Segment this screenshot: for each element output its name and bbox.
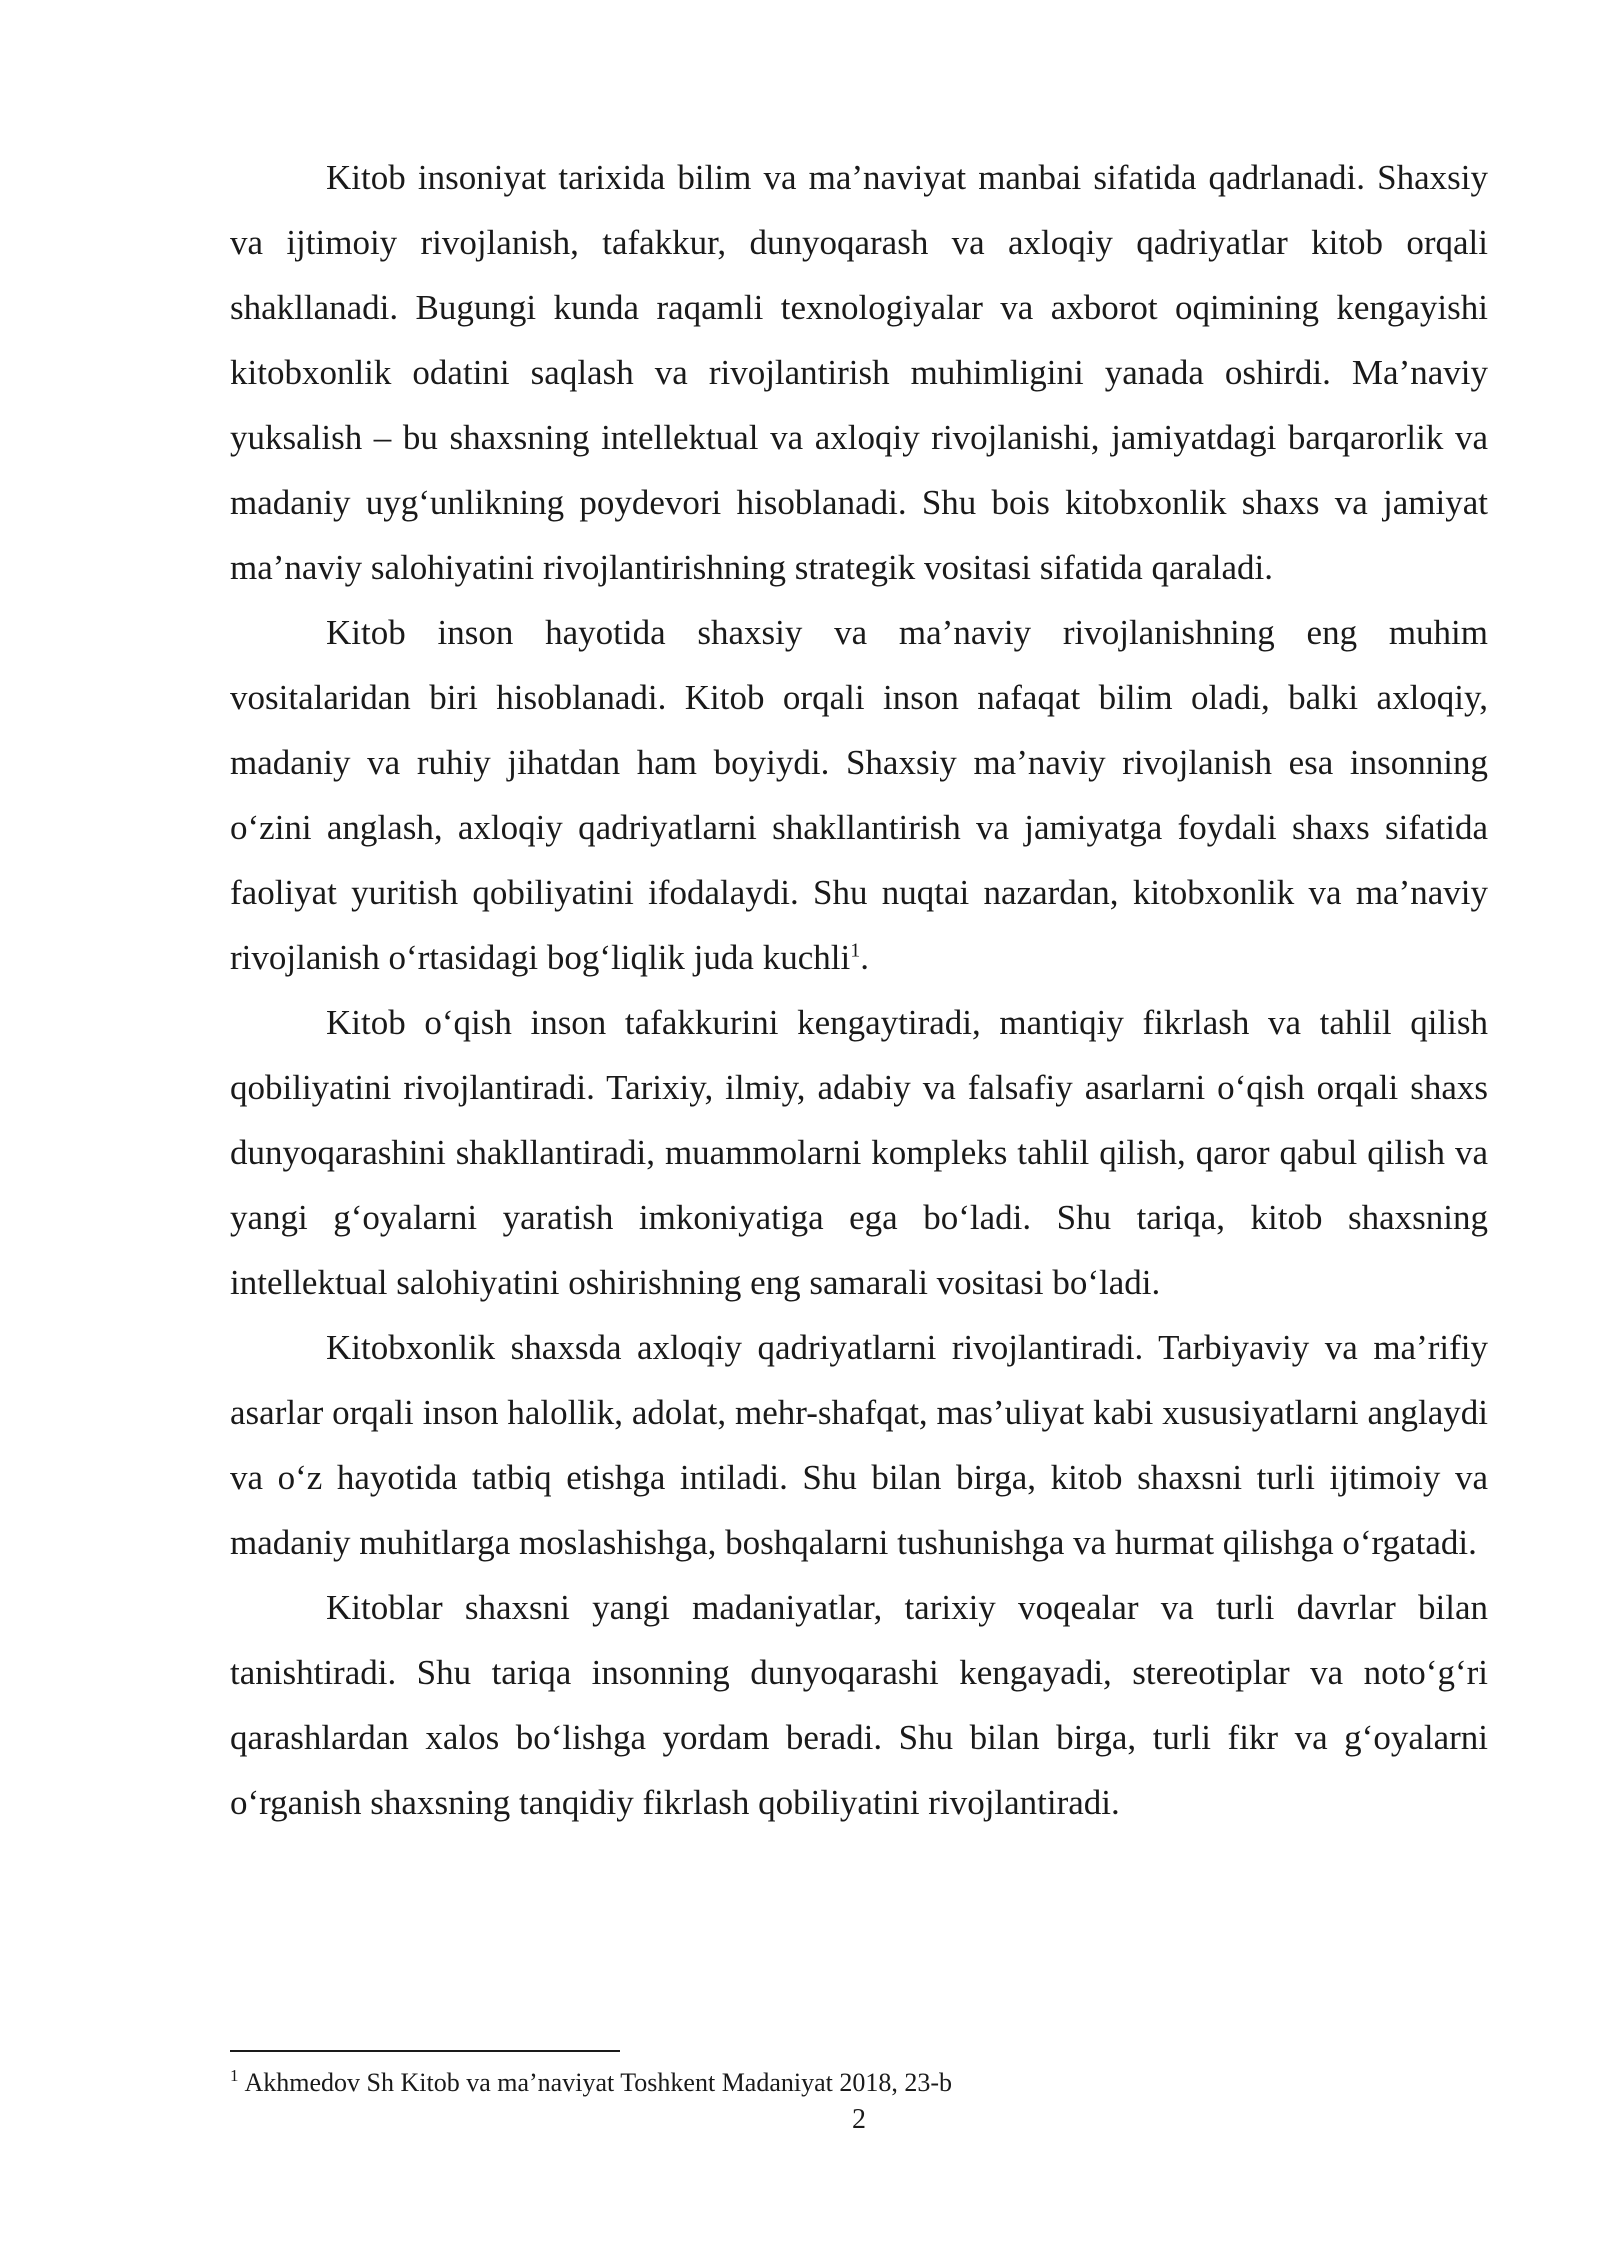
footnote-text: Akhmedov Sh Kitob va ma’naviyat Toshkent Madaniyat 2018, 23-b <box>244 2068 953 2097</box>
paragraph-1: Kitob insoniyat tarixida bilim va ma’naviyat manbai sifatida qadrlanadi. Shaxsiy va ijtimoiy rivojlanish, tafakkur, dunyoqarash va axloqiy qadriyatlar kitob orqali shakllanadi. Bugungi kunda raqamli texnologiyalar va axborot oqimining kengayishi kitobxonlik odatini saqlash va rivojlantirish muhimligini yanada oshirdi. Ma’naviy yuksalish – bu shaxsning intellektual va axloqiy rivojlanishi, jamiyatdagi barqarorlik va madaniy uyg‘unlikning poydevori hisoblanadi. Shu bois kitobxonlik shaxs va jamiyat ma’naviy salohiyatini rivojlantirishning strategik vositasi sifatida qaraladi. <box>230 158 1488 587</box>
paragraph-2 <box>230 600 1488 990</box>
paragraph-5: Kitoblar shaxsni yangi madaniyatlar, tarixiy voqealar va turli davrlar bilan tanishtiradi. Shu tariqa insonning dunyoqarashi kengayadi, stereotiplar va noto‘g‘ri qarashlardan xalos bo‘lishga yordam beradi. Shu bilan birga, turli fikr va g‘oyalarni o‘rganish shaxsning tanqidiy fikrlash qobiliyatini rivojlantiradi. <box>230 1588 1488 1822</box>
footnote-marker: 1 <box>230 2066 239 2086</box>
body-text <box>230 145 1488 1835</box>
footnote-reference[interactable]: 1 <box>850 939 861 962</box>
page-number: 2 <box>852 2104 866 2135</box>
paragraph-2-period: . <box>860 938 869 977</box>
footnote <box>230 2066 1488 2100</box>
paragraph-4: Kitobxonlik shaxsda axloqiy qadriyatlarni rivojlantiradi. Tarbiyaviy va ma’rifiy asarlar orqali inson halollik, adolat, mehr-shafqat, mas’uliyat kabi xususiyatlarni anglaydi va o‘z hayotida tatbiq etishga intiladi. Shu bilan birga, kitob shaxsni turli ijtimoiy va madaniy muhitlarga moslashishga, boshqalarni tushunishga va hurmat qilishga o‘rgatadi. <box>230 1328 1488 1562</box>
paragraph-3: Kitob o‘qish inson tafakkurini kengaytiradi, mantiqiy fikrlash va tahlil qilish qobiliyatini rivojlantiradi. Tarixiy, ilmiy, adabiy va falsafiy asarlarni o‘qish orqali shaxs dunyoqarashini shakllantiradi, muammolarni kompleks tahlil qilish, qaror qabul qilish va yangi g‘oyalarni yaratish imkoniyatiga ega bo‘ladi. Shu tariqa, kitob shaxsning intellektual salohiyatini oshirishning eng samarali vositasi bo‘ladi. <box>230 1003 1488 1302</box>
footnote-separator <box>230 2050 620 2052</box>
paragraph-2-text: Kitob inson hayotida shaxsiy va ma’naviy rivojlanishning eng muhim vositalaridan biri hisoblanadi. Kitob orqali inson nafaqat bilim oladi, balki axloqiy, madaniy va ruhiy jihatdan ham boyiydi. Shaxsiy ma’naviy rivojlanish esa insonning o‘zini anglash, axloqiy qadriyatlarni shakllantirish va jamiyatga foydali shaxs sifatida faoliyat yuritish qobiliyatini ifodalaydi. Shu nuqtai nazardan, kitobxonlik va ma’naviy rivojlanish o‘rtasidagi bog‘liqlik juda kuchli <box>230 613 1488 977</box>
